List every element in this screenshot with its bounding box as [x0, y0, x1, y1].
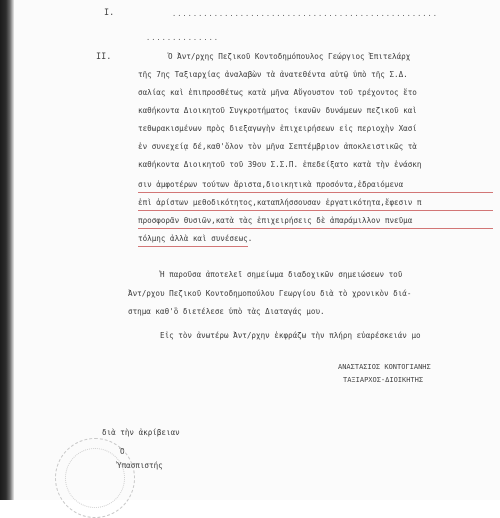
section-1-number: I. [104, 8, 115, 18]
paragraph-1-line: τεθωρακισμένων πρὸς διεξαγωγὴν ἐπιχειρήσεων εἰς περιοχὴν Χασί [138, 124, 417, 133]
paragraph-1-line: καθήκοντα Διοικητοῦ τοῦ 39ου Σ.Σ.Π. ἐπεδείξατο κατὰ τὴν ἐνάσκη [138, 160, 422, 169]
paragraph-1-line: ἐπὶ ἀρίστων μεθοδικότητος,καταπλήσσουσαν ἐργατικότητα,ἔφεσιν π [138, 198, 422, 207]
paragraph-1-line: σιν ἀμφοτέρων τούτων ἄριστα,διοικητικὰ προσόντα,ἐδραιόμενα [138, 180, 404, 189]
paragraph-1-line: Ὁ Ἀντ/ρχης Πεζικοῦ Κοντοδημόπουλος Γεώργιος Ἐπιτελάρχ [168, 52, 411, 61]
paragraph-3-line: Εἰς τὸν ἀνωτέρω Ἀντ/ρχην ἐκφράζω τὴν πλήρη εὐαρέσκειάν μο [160, 331, 421, 340]
paragraph-1-line: τόλμης ἀλλὰ καὶ συνέσεως. [138, 234, 253, 243]
certification-line: διὰ τὴν ἀκρίβειαν [102, 428, 180, 437]
faded-stamp-inner-ring [65, 448, 125, 508]
red-underline [138, 246, 248, 247]
paragraph-1-line: καθήκοντα Διοικητοῦ Συγκροτήματος ἱκανῶν δυνάμεων πεζικοῦ καὶ [138, 106, 417, 115]
paragraph-1-line: σαλίας καὶ ἐπιπροσθέτως κατὰ μῆνα Αὔγουστον τοῦ τρέχοντος ἔτο [138, 88, 417, 97]
certification-article: Ὁ [120, 447, 125, 456]
signature-title: ΤΑΞΙΑΡΧΟΣ-ΔΙΟΙΚΗΤΗΣ [343, 376, 424, 384]
paragraph-2-line: στημα καθ'ὃ διετέλεσε ὑπὸ τὰς Διαταγάς μου. [128, 307, 325, 316]
red-underline [138, 228, 493, 229]
paragraph-1-line: τῆς 7ης Ταξιαρχίας ἀναλαβὼν τὰ ἀνατεθέντα αὐτῷ ὑπὸ τῆς Σ.Δ. [138, 70, 408, 79]
paragraph-2-line: Ἡ παροῦσα ἀποτελεῖ σημείωμα διαδοχικῶν σημειώσεων τοῦ [160, 270, 403, 279]
section-2-lead-dots: .............. [146, 34, 220, 42]
certification-role: Ὑπασπιστής [117, 461, 163, 470]
red-underline [138, 192, 493, 193]
paragraph-1-line: ἐν συνεχείᾳ δέ,καθ'ὅλον τὸν μῆνα Σεπτέμβριον ἀποκλειστικῶς τὰ [138, 142, 417, 151]
paragraph-2-line: Ἀντ/ρχου Πεζικοῦ Κοντοδημοπούλου Γεωργίου διὰ τὸ χρονικὸν διά- [128, 289, 412, 298]
paragraph-1-line: προσφορᾶν θυσιῶν,κατὰ τὰς ἐπιχειρήσεις δὲ ἀπαράμιλλον πνεῦμα [138, 216, 413, 225]
red-underline [138, 210, 493, 211]
signature-name: ΑΝΑΣΤΑΣΙΟΣ ΚΟΝΤΟΓΙΑΝΗΣ [338, 363, 431, 371]
section-2-number: II. [96, 52, 112, 62]
scan-binding-edge [0, 0, 14, 500]
section-1-dotted-line: ................................................... [172, 10, 438, 18]
